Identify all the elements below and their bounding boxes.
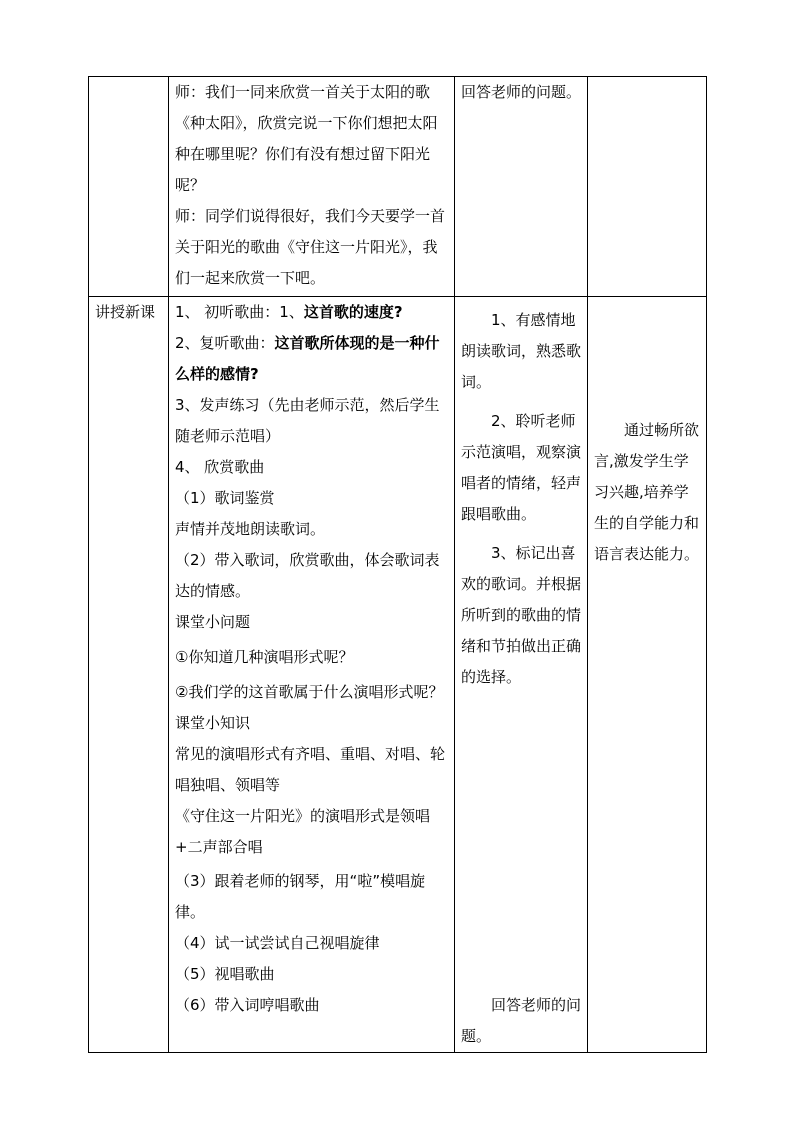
teacher-activity-cell [169, 297, 455, 1053]
goal-cell [588, 77, 707, 297]
student-activity-2: 2、聆听老师示范演唱，观察演唱者的情绪，轻声跟唱歌曲。 [461, 412, 582, 523]
substep-sight-sing: （5）视唱歌曲 [175, 965, 275, 983]
step-second-listen: 2、复听歌曲：这首歌所体现的是一种什么样的感情? [175, 334, 440, 383]
section-cell [89, 77, 169, 297]
student-activity-3: 3、标记出喜欢的歌词。并根据所听到的歌曲的情绪和节拍做出正确的选择。 [461, 544, 582, 686]
class-knowledge-song-form: 《守住这一片阳光》的演唱形式是领唱+二声部合唱 [175, 807, 431, 856]
class-knowledge-heading: 课堂小知识 [175, 714, 251, 732]
student-text: 回答老师的问题。 [461, 83, 582, 101]
table-row [89, 297, 707, 1053]
substep-hum-with-lyrics: （6）带入词哼唱歌曲 [175, 996, 320, 1014]
goal-cell [588, 297, 707, 1053]
goal-text: 通过畅所欲言,激发学生学习兴趣,培养学生的自学能力和语言表达能力。 [594, 421, 700, 563]
student-activity-cell [455, 297, 588, 1053]
student-activity-answer: 回答老师的问题。 [461, 996, 582, 1045]
step-appreciate: 4、 欣赏歌曲 [175, 458, 265, 476]
lesson-plan-table [88, 76, 707, 1053]
substep-piano-hum: （3）跟着老师的钢琴，用“啦”模唱旋律。 [175, 872, 426, 921]
class-knowledge-forms: 常见的演唱形式有齐唱、重唱、对唱、轮唱独唱、领唱等 [175, 745, 446, 794]
substep-sight-sing-try: （4）试一试尝试自己视唱旋律 [175, 934, 380, 952]
substep-with-lyrics: （2）带入歌词，欣赏歌曲，体会歌词表达的情感。 [175, 551, 440, 600]
substep-lyrics: （1）歌词鉴赏 [175, 489, 275, 507]
substep-lyrics-reading: 声情并茂地朗读歌词。 [175, 520, 326, 538]
step-initial-listen: 1、 初听歌曲：1、这首歌的速度? [175, 303, 403, 321]
teacher-text: 师：同学们说得很好，我们今天要学一首关于阳光的歌曲《守住这一片阳光》，我们一起来欣赏一下吧。 [175, 207, 446, 287]
teacher-text: 师：我们一同来欣赏一首关于太阳的歌《种太阳》，欣赏完说一下你们想把太阳种在哪里呢？你们有没有想过留下阳光呢？ [175, 83, 438, 194]
teacher-activity-cell [169, 77, 455, 297]
section-cell [89, 297, 169, 1053]
student-activity-cell [455, 77, 588, 297]
class-question-heading: 课堂小问题 [175, 613, 251, 631]
table-row [89, 77, 707, 297]
section-label: 讲授新课 [95, 303, 156, 321]
class-question-2: ②我们学的这首歌属于什么演唱形式呢？ [175, 683, 444, 701]
class-question-1: ①你知道几种演唱形式呢？ [175, 648, 354, 666]
student-activity-1: 1、有感情地朗读歌词，熟悉歌词。 [461, 311, 582, 391]
step-vocal-practice: 3、发声练习（先由老师示范，然后学生随老师示范唱） [175, 396, 440, 445]
